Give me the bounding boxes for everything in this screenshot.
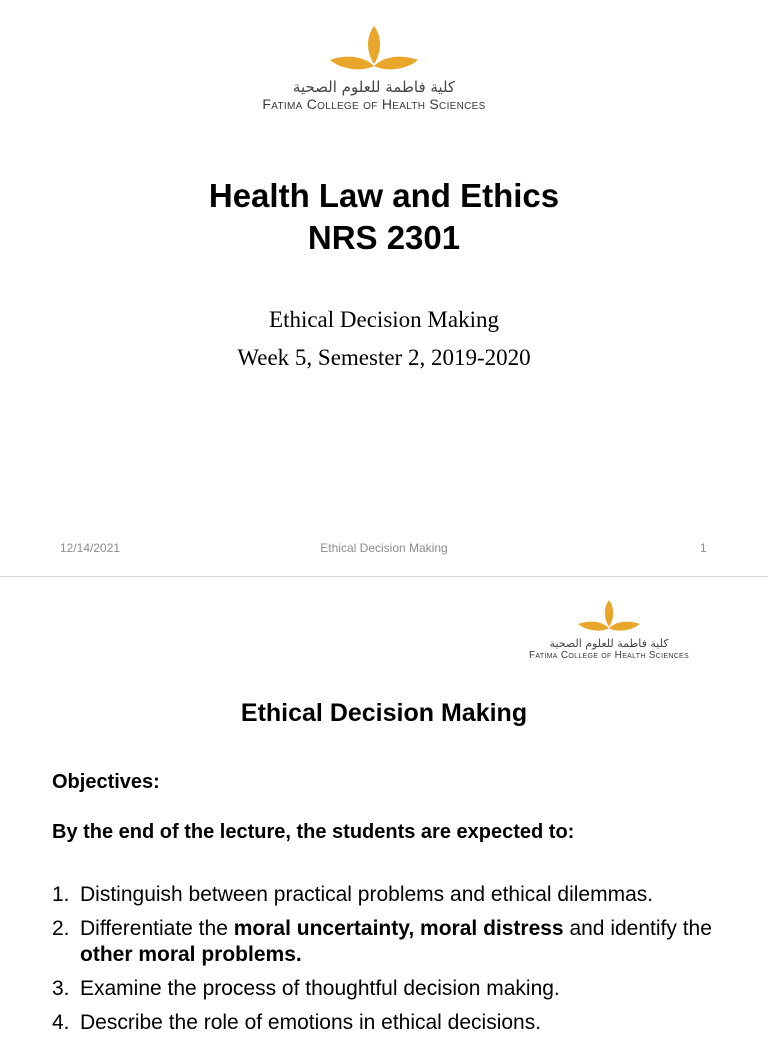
list-item [52,1010,742,1036]
list-item [52,882,742,908]
list-text-bold: other moral problems. [80,943,302,966]
list-text: Distinguish between practical problems and ethical dilemmas. [80,883,654,906]
lecture-week: Week 5, Semester 2, 2019-2020 [237,345,531,370]
list-number: 4. [52,1011,70,1034]
footer-page-number: 1 [700,541,707,555]
course-title: Health Law and Ethics [208,177,560,214]
college-name-arabic: كلية فاطمة للعلوم الصحية [549,637,669,650]
list-number: 3. [52,977,70,1000]
list-item [52,976,742,1002]
list-item [52,916,742,968]
list-text-pre: Differentiate the [80,917,234,940]
three-petal-logo-icon [574,598,644,636]
college-name: Fatima College of Health Sciences [529,650,689,661]
list-text: Examine the process of thoughtful decision making. [80,977,560,1000]
list-text: Describe the role of emotions in ethical decisions. [80,1011,542,1034]
expectation-text: By the end of the lecture, the students are expected to: [52,821,575,843]
objectives-list [52,882,742,1044]
college-name-arabic: كلية فاطمة للعلوم الصحية [292,78,456,96]
footer-title: Ethical Decision Making [320,541,448,555]
slide-heading: Ethical Decision Making [240,699,528,727]
three-petal-logo-icon [324,24,424,76]
list-text-bold: moral uncertainty, moral distress [233,917,564,940]
lecture-topic: Ethical Decision Making [269,307,499,332]
footer-date: 12/14/2021 [60,541,121,555]
list-number: 2. [52,917,70,940]
list-text-mid: and identify the [563,917,712,940]
objectives-label: Objectives: [52,771,160,793]
college-logo [222,24,526,112]
college-name: Fatima College of Health Sciences [262,96,486,112]
course-code: NRS 2301 [307,219,461,256]
list-number: 1. [52,883,70,906]
college-logo-small [500,598,718,662]
